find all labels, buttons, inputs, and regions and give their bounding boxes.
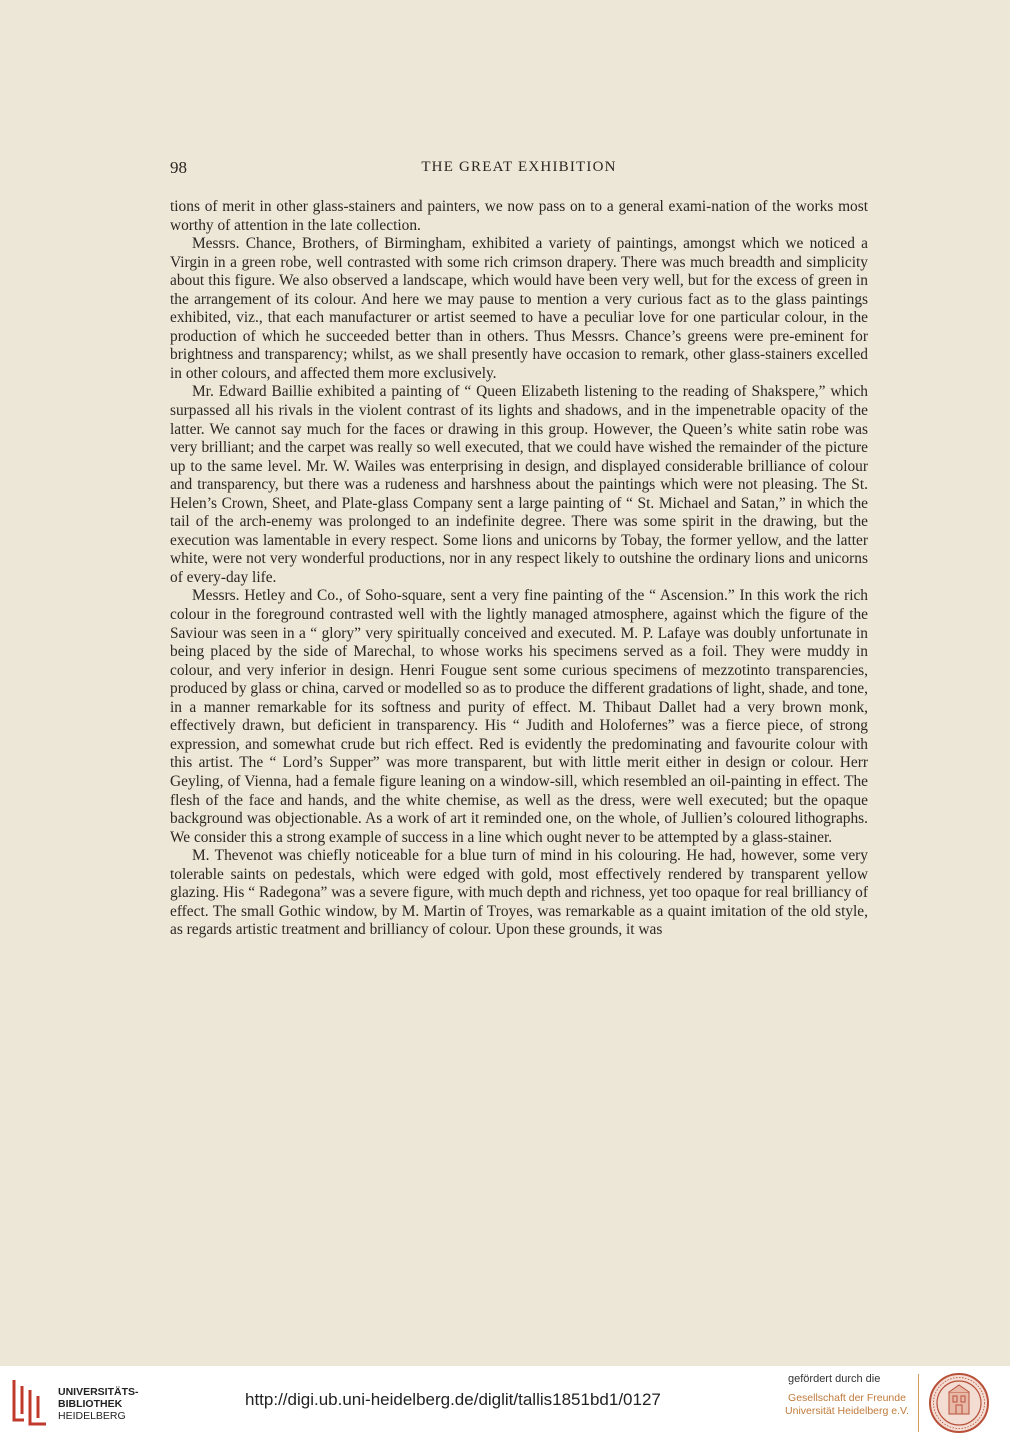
page-header: [170, 158, 868, 180]
page-number: 98: [170, 158, 187, 177]
paragraph: M. Thevenot was chiefly noticeable for a blue turn of mind in his colouring. He had, however, some very tolerable saints on pedestals, which were edged with gold, most effectively rendered by transparent yellow glazing. His “ Radegona” was a severe figure, with much depth and richness, yet too opaque for real brilliancy of effect. The small Gothic window, by M. Martin of Troyes, was remarkable as a quaint imitation of the old style, as regards artistic treatment and brilliancy of colour. Upon these grounds, it was: [170, 847, 868, 939]
footer-divider: [918, 1374, 919, 1432]
paragraph: tions of merit in other glass-stainers and painters, we now pass on to a general exami-nation of the works most worthy of attention in the late collection.: [170, 198, 868, 234]
ub-heidelberg-logo-icon[interactable]: [10, 1376, 52, 1428]
sponsor-name[interactable]: [782, 1392, 912, 1418]
library-name-line: UNIVERSITÄTS-: [58, 1386, 139, 1398]
sponsor-name-line: Gesellschaft der Freunde: [788, 1392, 906, 1404]
library-name-line: HEIDELBERG: [58, 1410, 126, 1422]
permalink-url[interactable]: http://digi.ub.uni-heidelberg.de/diglit/tallis1851bd1/0127: [245, 1390, 661, 1409]
library-name[interactable]: [58, 1386, 178, 1422]
sponsor-lead-text: gefördert durch die: [788, 1373, 881, 1385]
paragraph: Messrs. Hetley and Co., of Soho-square, sent a very fine painting of the “ Ascension.” In this work the rich colour in the foreground contrasted well with the lightly managed atmosphere, against which the figure of the Saviour was seen in a “ glory” very spiritually conceived and executed. M. P. Lafaye was doubly unfortunate in being placed by the side of Marechal, to whose works his specimens served as a foil. They were muddy in colour, and very inferior in design. Henri Fougue sent some curious specimens of mezzotinto transparencies, produced by glass or china, carved or modelled so as to produce the different gradations of light, shade, and tone, in a manner remarkable for its softness and purity of effect. M. Thibaut Dallet had a very brown monk, effectively drawn, but deficient in transparency. His “ Judith and Holofernes” was a fierce piece, of strong expression, and somewhat crude but rich effect. Red is evidently the predominating and favourite colour with this artist. The “ Lord’s Supper” was more transparent, but with little merit either in design or colour. Herr Geyling, of Vienna, had a female figure leaning on a window-sill, which resembled an oil-painting in effect. The flesh of the face and hands, and the white chemise, as well as the dress, were well executed; but the opaque background was objectionable. As a work of art it reminded one, on the whole, of Jullien’s coloured lithographs. We consider this a strong example of success in a line which ought never to be attempted by a glass-stainer.: [170, 587, 868, 846]
library-name-line: BIBLIOTHEK: [58, 1398, 123, 1410]
body-text: [170, 198, 868, 940]
digitization-footer: [0, 1366, 1010, 1439]
running-title: THE GREAT EXHIBITION: [421, 159, 617, 175]
sponsor-name-line: Universität Heidelberg e.V.: [785, 1405, 909, 1417]
paragraph: Messrs. Chance, Brothers, of Birmingham, exhibited a variety of paintings, amongst which we noticed a Virgin in a green robe, well contrasted with some rich crimson drapery. There was much breadth and simplicity about this figure. We also observed a landscape, which would have been very well, but for the excess of green in the arrangement of its colour. And here we may pause to mention a very curious fact as to the glass paintings exhibited, viz., that each manufacturer or artist seemed to have a peculiar love for one particular colour, in the production of which he succeeded better than in others. Thus Messrs. Chance’s greens were pre-eminent for brightness and transparency; whilst, as we shall presently have occasion to remark, other glass-stainers excelled in other colours, and affected them more exclusively.: [170, 235, 868, 382]
paragraph: Mr. Edward Baillie exhibited a painting of “ Queen Elizabeth listening to the reading of Shakspere,” which surpassed all his rivals in the violent contrast of its lights and shadows, and in the impenetrable opacity of the latter. We cannot say much for the faces or drawing in this group. However, the Queen’s white satin robe was very brilliant; and the carpet was really so well executed, that we could have wished the remainder of the picture up to the same level. Mr. W. Wailes was enterprising in design, and displayed considerable brilliance of colour and transparency, but there was a rudeness and harshness about the paintings which were not pleasing. The St. Helen’s Crown, Sheet, and Plate-glass Company sent a large painting of “ St. Michael and Satan,” in which the tail of the arch-enemy was prolonged to an indefinite degree. There was some spirit in the drawing, but the execution was lamentable in every respect. Some lions and unicorns by Tobay, the former yellow, and the latter white, were not very wonderful productions, nor in any respect likely to outshine the ordinary lions and unicorns of every-day life.: [170, 383, 868, 586]
university-seal-icon: [928, 1372, 990, 1434]
